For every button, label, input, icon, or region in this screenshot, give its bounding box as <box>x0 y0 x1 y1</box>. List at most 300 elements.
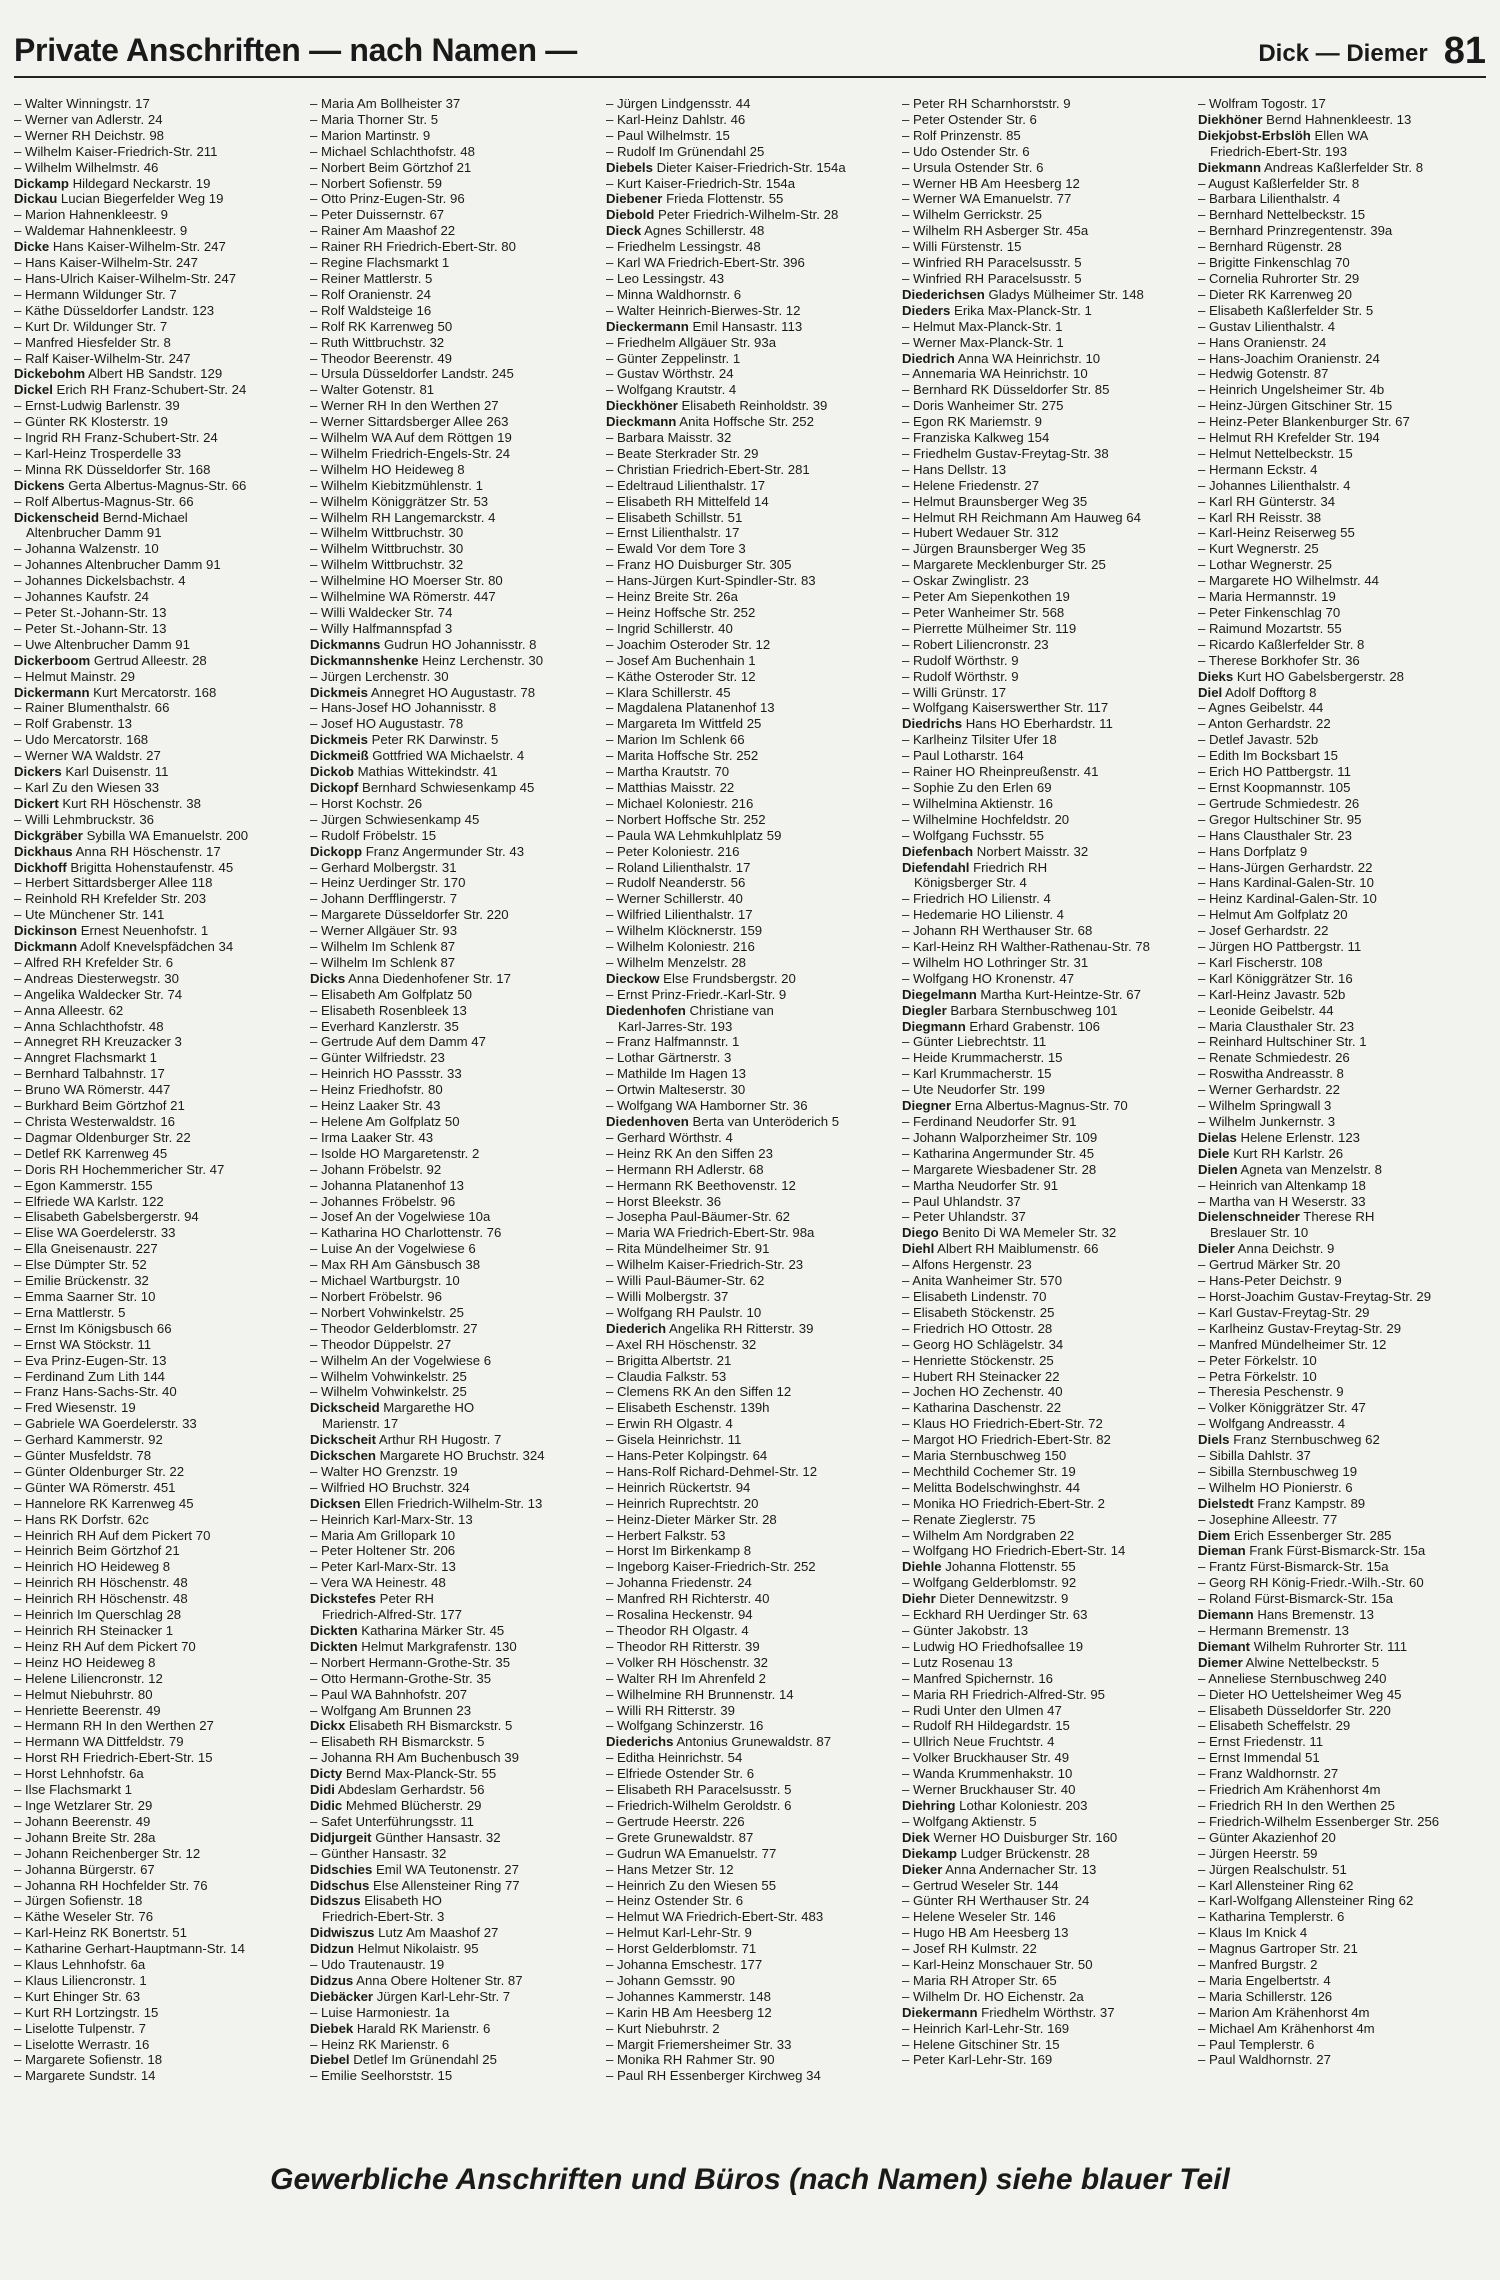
directory-entry: – Heinrich HO Heideweg 8 <box>14 1559 171 1575</box>
directory-entry: – Manfred Spichernstr. 16 <box>902 1670 1054 1686</box>
directory-entry: – Elisabeth Gabelsbergerstr. 94 <box>14 1209 199 1225</box>
directory-entry: – Heinrich Zu den Wiesen 55 <box>606 1877 777 1893</box>
directory-entry: – Werner WA Emanuelstr. 77 <box>902 191 1072 207</box>
directory-entry: – Bernhard Nettelbeckstr. 15 <box>1198 207 1366 223</box>
directory-entry: – Wilhelm Koloniestr. 216 <box>606 939 755 955</box>
directory-entry: – Heinz Kardinal-Galen-Str. 10 <box>1198 891 1377 907</box>
directory-entry: – Wilhelm HO Lothringer Str. 31 <box>902 954 1089 970</box>
directory-entry: – Helmut RH Reichmann Am Hauweg 64 <box>902 509 1141 525</box>
directory-entry: Didwiszus Lutz Am Maashof 27 <box>310 1925 499 1941</box>
directory-entry: Diem Erich Essenberger Str. 285 <box>1198 1527 1392 1543</box>
directory-entry: – Elfriede WA Karlstr. 122 <box>14 1193 164 1209</box>
directory-entry: – Ute Münchener Str. 141 <box>14 907 165 923</box>
directory-entry: Dieckhöner Elisabeth Reinholdstr. 39 <box>606 398 828 414</box>
directory-entry: – Johannes Fröbelstr. 96 <box>310 1193 456 1209</box>
directory-entry: – Anna Alleestr. 62 <box>14 1002 124 1018</box>
directory-entry: – Johanna Friedenstr. 24 <box>606 1575 752 1591</box>
directory-entry: – Walter Heinrich-Bierwes-Str. 12 <box>606 302 801 318</box>
column-5 <box>1198 96 1494 2146</box>
directory-entry: – Dieter HO Uettelsheimer Weg 45 <box>1198 1686 1402 1702</box>
directory-entry: – Margarete Düsseldorfer Str. 220 <box>310 907 509 923</box>
directory-entry: – Alfred RH Krefelder Str. 6 <box>14 954 174 970</box>
directory-entry: – Josef An der Vogelwiese 10a <box>310 1209 491 1225</box>
directory-entry: Friedrich-Ebert-Str. 193 <box>1210 143 1348 159</box>
directory-entry: – Friedrich RH In den Werthen 25 <box>1198 1797 1395 1813</box>
directory-entry: – Gertrude Heerstr. 226 <box>606 1813 745 1829</box>
directory-entry: – Horst Bleekstr. 36 <box>606 1193 722 1209</box>
directory-entry: Diehl Albert RH Maiblumenstr. 66 <box>902 1241 1099 1257</box>
directory-entry: – Peter Karl-Lehr-Str. 169 <box>902 2052 1053 2068</box>
directory-entry: – Peter Am Siepenkothen 19 <box>902 589 1070 605</box>
directory-entry: – Helmut Mainstr. 29 <box>14 668 135 684</box>
directory-entry: Dickens Gerta Albertus-Magnus-Str. 66 <box>14 477 247 493</box>
directory-entry: – Paul Lotharstr. 164 <box>902 748 1024 764</box>
directory-entry: – Karl RH Günterstr. 34 <box>1198 493 1336 509</box>
directory-entry: Marienstr. 17 <box>322 1416 399 1432</box>
directory-entry: – Grete Grunewaldstr. 87 <box>606 1829 754 1845</box>
directory-entry: – Winfried RH Paracelsusstr. 5 <box>902 270 1082 286</box>
directory-entry: – Walter HO Grenzstr. 19 <box>310 1463 458 1479</box>
directory-entry: – Karl Königgrätzer Str. 16 <box>1198 970 1353 986</box>
directory-entry: – Petra Förkelstr. 10 <box>1198 1368 1317 1384</box>
directory-entry: – Reinhard Hultschiner Str. 1 <box>1198 1034 1367 1050</box>
directory-entry: – Hans Clausthaler Str. 23 <box>1198 827 1352 843</box>
directory-entry: – Jochen HO Zechenstr. 40 <box>902 1384 1063 1400</box>
directory-entry: – Helene Gitschiner Str. 15 <box>902 2036 1060 2052</box>
directory-entry: Dielen Agneta van Menzelstr. 8 <box>1198 1161 1382 1177</box>
directory-entry: – Jürgen Schwiesenkamp 45 <box>310 811 480 827</box>
directory-entry: – Ilse Flachsmarkt 1 <box>14 1782 132 1798</box>
directory-entry: – Jürgen HO Pattbergstr. 11 <box>1198 939 1362 955</box>
directory-entry: – Jürgen Lerchenstr. 30 <box>310 668 449 684</box>
directory-entry: – Heinz Breite Str. 26a <box>606 589 738 605</box>
directory-entry: Diels Franz Sternbuschweg 62 <box>1198 1432 1380 1448</box>
directory-entry: – Wolfgang Kaiserswerther Str. 117 <box>902 700 1109 716</box>
directory-entry: Breslauer Str. 10 <box>1210 1225 1309 1241</box>
directory-entry: – Wilfried HO Bruchstr. 324 <box>310 1479 470 1495</box>
directory-entry: – Doris RH Hochemmericher Str. 47 <box>14 1161 225 1177</box>
directory-entry: – Rudolf Wörthstr. 9 <box>902 668 1019 684</box>
directory-entry: – Helmut RH Krefelder Str. 194 <box>1198 430 1380 446</box>
directory-entry: Didzus Anna Obere Holtener Str. 87 <box>310 1972 523 1988</box>
directory-entry: – Gertrud Märker Str. 20 <box>1198 1257 1341 1273</box>
directory-entry: – Karl-Heinz Dahlstr. 46 <box>606 111 746 127</box>
directory-entry: – Karl Fischerstr. 108 <box>1198 954 1323 970</box>
directory-entry: – Lothar Wegnerstr. 25 <box>1198 557 1332 573</box>
directory-entry: – Leo Lessingstr. 43 <box>606 270 725 286</box>
directory-entry: – Peter Holtener Str. 206 <box>310 1543 456 1559</box>
directory-entry: – Johannes Dickelsbachstr. 4 <box>14 573 186 589</box>
directory-entry: – Isolde HO Margaretenstr. 2 <box>310 1145 480 1161</box>
directory-entry: – Günter Zeppelinstr. 1 <box>606 350 741 366</box>
directory-entry: – Wolfgang HO Friedrich-Ebert-Str. 14 <box>902 1543 1126 1559</box>
directory-entry: – Karl-Heinz Monschauer Str. 50 <box>902 1957 1093 1973</box>
directory-entry: – Heinrich van Altenkamp 18 <box>1198 1177 1366 1193</box>
directory-entry: – Norbert Hermann-Grothe-Str. 35 <box>310 1654 511 1670</box>
directory-entry: – Margot HO Friedrich-Ebert-Str. 82 <box>902 1432 1111 1448</box>
directory-entry: Dickstefes Peter RH <box>310 1591 434 1607</box>
directory-entry: Dickert Kurt RH Höschenstr. 38 <box>14 795 201 811</box>
directory-entry: Friedrich-Alfred-Str. 177 <box>322 1607 462 1623</box>
directory-entry: – Karl Gustav-Freytag-Str. 29 <box>1198 1304 1370 1320</box>
directory-entry: – Lutz Rosenau 13 <box>902 1654 1013 1670</box>
directory-entry: – Horst Im Birkenkamp 8 <box>606 1543 752 1559</box>
directory-entry: – Detlef RK Karrenweg 45 <box>14 1145 168 1161</box>
directory-entry: – Heinrich RH Auf dem Pickert 70 <box>14 1527 211 1543</box>
directory-entry: – Werner WA Waldstr. 27 <box>14 748 161 764</box>
directory-entry: – Emilie Brückenstr. 32 <box>14 1273 149 1289</box>
directory-entry: – Günter WA Römerstr. 451 <box>14 1479 176 1495</box>
directory-entry: – Rudolf Neanderstr. 56 <box>606 875 746 891</box>
directory-entry: – Hermann RH In den Werthen 27 <box>14 1718 214 1734</box>
directory-entry: – Irma Laaker Str. 43 <box>310 1129 434 1145</box>
directory-entry: Dickau Lucian Biegerfelder Weg 19 <box>14 191 224 207</box>
directory-entry: – Norbert Sofienstr. 59 <box>310 175 442 191</box>
directory-entry: Dickmann Adolf Knevelspfädchen 34 <box>14 939 234 955</box>
directory-entry: – Peter St.-Johann-Str. 13 <box>14 620 167 636</box>
directory-entry: – Safet Unterführungsstr. 11 <box>310 1813 474 1829</box>
directory-entry: – Roland Fürst-Bismarck-Str. 15a <box>1198 1591 1393 1607</box>
directory-entry: – Minna RK Düsseldorfer Str. 168 <box>14 461 211 477</box>
directory-entry: – Elisabeth RH Paracelsusstr. 5 <box>606 1782 792 1798</box>
directory-entry: Dieckmann Anita Hoffsche Str. 252 <box>606 414 814 430</box>
directory-entry: Diefenbach Norbert Maisstr. 32 <box>902 843 1089 859</box>
directory-entry: Diebäcker Jürgen Karl-Lehr-Str. 7 <box>310 1988 511 2004</box>
directory-entry: – Johann Derfflingerstr. 7 <box>310 891 458 907</box>
directory-entry: – Peter Uhlandstr. 37 <box>902 1209 1026 1225</box>
header-right <box>1258 30 1486 76</box>
directory-entry: – Friedrich Am Krähenhorst 4m <box>1198 1782 1381 1798</box>
directory-entry: – Peter Duissernstr. 67 <box>310 207 445 223</box>
directory-entry: – Anngret Flachsmarkt 1 <box>14 1050 157 1066</box>
directory-entry: – Helmut Am Golfplatz 20 <box>1198 907 1348 923</box>
directory-entry: – Günter RH Werthauser Str. 24 <box>902 1893 1090 1909</box>
directory-entry: – Peter Ostender Str. 6 <box>902 111 1037 127</box>
directory-entry: – Wilhelm An der Vogelwiese 6 <box>310 1352 492 1368</box>
directory-entry: Dickermann Kurt Mercatorstr. 168 <box>14 684 217 700</box>
directory-entry: Diegler Barbara Sternbuschweg 101 <box>902 1002 1118 1018</box>
directory-entry: – Karl Allensteiner Ring 62 <box>1198 1877 1354 1893</box>
directory-entry: – Wilhelm HO Pionierstr. 6 <box>1198 1479 1353 1495</box>
directory-entry: – Ute Neudorfer Str. 199 <box>902 1082 1045 1098</box>
directory-entry: – Johann Gemsstr. 90 <box>606 1972 736 1988</box>
directory-entry: – Ferdinand Zum Lith 144 <box>14 1368 166 1384</box>
directory-entry: – Ludwig HO Friedhofsallee 19 <box>902 1638 1084 1654</box>
directory-entry: Didic Mehmed Blücherstr. 29 <box>310 1797 482 1813</box>
directory-entry: – Helmut Nettelbeckstr. 15 <box>1198 445 1353 461</box>
directory-entry: – Peter Finkenschlag 70 <box>1198 605 1341 620</box>
directory-entry: Diefendahl Friedrich RH <box>902 859 1048 875</box>
directory-entry: – Ernst Im Königsbusch 66 <box>14 1320 172 1336</box>
directory-entry: – Käthe Düsseldorfer Landstr. 123 <box>14 302 215 318</box>
directory-entry: – Heinz Uerdinger Str. 170 <box>310 875 466 891</box>
directory-entry: – Wilhelm Wittbruchstr. 30 <box>310 541 464 557</box>
directory-entry: – Jürgen Heerstr. 59 <box>1198 1845 1318 1861</box>
directory-entry: – Wilhelmine RH Brunnenstr. 14 <box>606 1686 794 1702</box>
directory-entry: – Maria Am Bollheister 37 <box>310 96 461 111</box>
directory-entry: – Walter Gotenstr. 81 <box>310 382 435 398</box>
directory-entry: – Annemaria WA Heinrichstr. 10 <box>902 366 1088 382</box>
directory-entry: – Karl-Heinz Reiserweg 55 <box>1198 525 1355 541</box>
directory-entry: Diehr Dieter Dennewitzstr. 9 <box>902 1591 1069 1607</box>
directory-entry: Dicke Hans Kaiser-Wilhelm-Str. 247 <box>14 239 226 255</box>
directory-entry: Dielenschneider Therese RH <box>1198 1209 1375 1225</box>
directory-entry: – Horst-Joachim Gustav-Freytag-Str. 29 <box>1198 1288 1432 1304</box>
directory-entry: – Karl-Wolfgang Allensteiner Ring 62 <box>1198 1893 1414 1909</box>
directory-entry: – Wilhelm Wittbruchstr. 32 <box>310 557 464 573</box>
directory-entry: – Walter RH Im Ahrenfeld 2 <box>606 1670 767 1686</box>
directory-entry: – Marita Hoffsche Str. 252 <box>606 748 759 764</box>
directory-entry: – Georg RH König-Friedr.-Wilh.-Str. 60 <box>1198 1575 1424 1591</box>
directory-entry: – Willi Fürstenstr. 15 <box>902 239 1022 255</box>
directory-entry: – Helmut Max-Planck-Str. 1 <box>902 318 1063 334</box>
directory-entry: – Rolf Albertus-Magnus-Str. 66 <box>14 493 194 509</box>
directory-entry: – Maria WA Friedrich-Ebert-Str. 98a <box>606 1225 815 1241</box>
directory-entry: Dickscheid Margarethe HO <box>310 1400 475 1416</box>
directory-entry: – Maria Clausthaler Str. 23 <box>1198 1018 1355 1034</box>
directory-entry: Diekjobst-Erbslöh Ellen WA <box>1198 127 1369 143</box>
directory-entry: Diegelmann Martha Kurt-Heintze-Str. 67 <box>902 986 1141 1002</box>
directory-entry: – Hermann Bremenstr. 13 <box>1198 1623 1349 1638</box>
directory-entry: – Angelika Waldecker Str. 74 <box>14 986 183 1002</box>
directory-entry: – Ortwin Malteserstr. 30 <box>606 1082 746 1098</box>
directory-entry: – Egon Kammerstr. 155 <box>14 1177 153 1193</box>
directory-entry: – Maria Hermannstr. 19 <box>1198 589 1336 605</box>
directory-entry: – Vera WA Heinestr. 48 <box>310 1575 446 1591</box>
directory-entry: – Kurt Wegnerstr. 25 <box>1198 541 1319 557</box>
directory-entry: Dicks Anna Diedenhofener Str. 17 <box>310 970 511 986</box>
directory-entry: – Elisabeth Scheffelstr. 29 <box>1198 1718 1351 1734</box>
directory-entry: – Ernst Koopmannstr. 105 <box>1198 779 1351 795</box>
directory-entry: – Hans Dellstr. 13 <box>902 461 1007 477</box>
directory-entry: Dieders Erika Max-Planck-Str. 1 <box>902 302 1092 318</box>
page-number: 81 <box>1443 30 1486 72</box>
directory-entry: – Johanna Bürgerstr. 67 <box>14 1861 155 1877</box>
directory-entry: – Johannes Kammerstr. 148 <box>606 1988 771 2004</box>
directory-entry: – Hans-Peter Deichstr. 9 <box>1198 1273 1342 1289</box>
directory-entry: – Reiner Mattlerstr. 5 <box>310 270 433 286</box>
directory-entry: Dieck Agnes Schillerstr. 48 <box>606 223 765 239</box>
directory-entry: – Monika HO Friedrich-Ebert-Str. 2 <box>902 1495 1106 1511</box>
directory-entry: – Heinz RK Marienstr. 6 <box>310 2036 450 2052</box>
directory-entry: – Reinhold RH Krefelder Str. 203 <box>14 891 207 907</box>
directory-entry: – Volker Bruckhauser Str. 49 <box>902 1750 1070 1766</box>
directory-entry: – Hubert Wedauer Str. 312 <box>902 525 1059 541</box>
directory-entry: – Wilhelmine WA Römerstr. 447 <box>310 589 496 605</box>
directory-entry: – Ursula Ostender Str. 6 <box>902 159 1044 175</box>
directory-entry: – Paul Wilhelmstr. 15 <box>606 127 730 143</box>
directory-entry: Diemer Alwine Nettelbeckstr. 5 <box>1198 1654 1380 1670</box>
directory-entry: – Margareta Im Wittfeld 25 <box>606 716 762 732</box>
directory-entry: – Karl WA Friedrich-Ebert-Str. 396 <box>606 255 805 271</box>
directory-entry: – Volker RH Höschenstr. 32 <box>606 1654 768 1670</box>
directory-entry: – Volker Königgrätzer Str. 47 <box>1198 1400 1366 1416</box>
directory-entry: – Horst Lehnhofstr. 6a <box>14 1766 144 1782</box>
directory-entry: – Heinz HO Heideweg 8 <box>14 1654 156 1670</box>
directory-entry: – Lothar Gärtnerstr. 3 <box>606 1050 732 1066</box>
directory-entry: – Hans Metzer Str. 12 <box>606 1861 734 1877</box>
directory-entry: Diehring Lothar Koloniestr. 203 <box>902 1797 1088 1813</box>
directory-entry: – Clemens RK An den Siffen 12 <box>606 1384 792 1400</box>
directory-entry: – Anita Wanheimer Str. 570 <box>902 1273 1063 1289</box>
directory-entry: – Ruth Wittbruchstr. 32 <box>310 334 445 350</box>
directory-entry: Diel Adolf Dofftorg 8 <box>1198 684 1317 700</box>
directory-entry: – Manfred Mündelheimer Str. 12 <box>1198 1336 1387 1352</box>
directory-entry: – Elisabeth Stöckenstr. 25 <box>902 1304 1055 1320</box>
directory-entry: – Friedhelm Allgäuer Str. 93a <box>606 334 777 350</box>
directory-entry: – Josef HO Augustastr. 78 <box>310 716 464 732</box>
directory-entry: Diebener Frieda Flottenstr. 55 <box>606 191 784 207</box>
directory-entry: – Günter RK Klosterstr. 19 <box>14 414 168 430</box>
directory-entry: – Gertrude Schmiedestr. 26 <box>1198 795 1360 811</box>
directory-entry: – Liselotte Werrastr. 16 <box>14 2036 150 2052</box>
directory-entry: – Peter Koloniestr. 216 <box>606 843 740 859</box>
directory-entry: – Wilhelmine HO Moerser Str. 80 <box>310 573 503 589</box>
directory-entry: – Ursula Düsseldorfer Landstr. 245 <box>310 366 514 382</box>
directory-entry: – Alfons Hergenstr. 23 <box>902 1257 1032 1273</box>
directory-entry: – Hubert RH Steinacker 22 <box>902 1368 1060 1384</box>
directory-entry: – Barbara Maisstr. 32 <box>606 430 732 446</box>
directory-entry: – Max RH Am Gänsbusch 38 <box>310 1257 481 1273</box>
directory-entry: – Maria RH Atroper Str. 65 <box>902 1972 1057 1988</box>
directory-entry: – Dagmar Oldenburger Str. 22 <box>14 1129 191 1145</box>
directory-entry: – Maria Schillerstr. 126 <box>1198 1988 1333 2004</box>
directory-entry: – Martha van H Weserstr. 33 <box>1198 1193 1366 1209</box>
page-title: Private Anschriften — nach Namen — <box>14 32 577 68</box>
directory-entry: – Brigitta Albertstr. 21 <box>606 1352 732 1368</box>
directory-entry: – Wilhelm Kaiser-Friedrich-Str. 23 <box>606 1257 804 1273</box>
directory-entry: – Bruno WA Römerstr. 447 <box>14 1082 171 1098</box>
directory-entry: – Friedrich HO Ottostr. 28 <box>902 1320 1053 1336</box>
directory-entry: – Josef Gerhardstr. 22 <box>1198 923 1329 939</box>
directory-entry: – Uwe Altenbrucher Damm 91 <box>14 636 190 652</box>
directory-entry: – Helene Am Golfplatz 50 <box>310 1114 460 1129</box>
directory-entry: – Edith Im Bocksbart 15 <box>1198 748 1339 764</box>
directory-entry: – Ernst Immendal 51 <box>1198 1750 1320 1766</box>
directory-entry: – Wilhelm Friedrich-Engels-Str. 24 <box>310 445 511 461</box>
directory-entry: – Gabriele WA Goerdelerstr. 33 <box>14 1416 197 1432</box>
directory-entry: – Franz Hans-Sachs-Str. 40 <box>14 1384 177 1400</box>
directory-entry: Dickten Katharina Märker Str. 45 <box>310 1623 505 1638</box>
directory-entry: – Norbert Vohwinkelstr. 25 <box>310 1304 464 1320</box>
directory-entry: – Wilhelm Gerrickstr. 25 <box>902 207 1042 223</box>
directory-entry: – Marion Im Schlenk 66 <box>606 732 745 748</box>
directory-entry: – Ernst Prinz-Friedr.-Karl-Str. 9 <box>606 986 787 1002</box>
directory-entry: – Otto Prinz-Eugen-Str. 96 <box>310 191 465 207</box>
directory-entry: – Friedrich-Wilhelm Geroldstr. 6 <box>606 1797 792 1813</box>
directory-entry: – Rolf Prinzenstr. 85 <box>902 127 1021 143</box>
directory-entry: – Johanna RH Hochfelder Str. 76 <box>14 1877 208 1893</box>
directory-entry: – Werner RH In den Werthen 27 <box>310 398 499 414</box>
directory-columns <box>14 96 1494 2146</box>
directory-entry: – Beate Sterkrader Str. 29 <box>606 445 759 461</box>
directory-entry: – Wilhelm RH Langemarckstr. 4 <box>310 509 496 525</box>
directory-entry: Dieman Frank Fürst-Bismarck-Str. 15a <box>1198 1543 1426 1559</box>
directory-entry: – Hans Kardinal-Galen-Str. 10 <box>1198 875 1374 891</box>
directory-entry: – Johannes Lilienthalstr. 4 <box>1198 477 1351 493</box>
directory-entry: – Sophie Zu den Erlen 69 <box>902 779 1052 795</box>
directory-entry: – Hermann Eckstr. 4 <box>1198 461 1318 477</box>
directory-entry: – Kurt Kaiser-Friedrich-Str. 154a <box>606 175 796 191</box>
directory-entry: – Willi Molbergstr. 37 <box>606 1288 729 1304</box>
directory-entry: Diebels Dieter Kaiser-Friedrich-Str. 154a <box>606 159 846 175</box>
directory-entry: – Johanna Emschestr. 177 <box>606 1957 763 1973</box>
directory-entry: – Elisabeth Rosenbleek 13 <box>310 1002 467 1018</box>
directory-entry: – Johann Breite Str. 28a <box>14 1829 156 1845</box>
directory-entry: – Kurt Dr. Wildunger Str. 7 <box>14 318 168 334</box>
directory-entry: – Ernst WA Stöckstr. 11 <box>14 1336 152 1352</box>
directory-entry: – Annegret RH Kreuzacker 3 <box>14 1034 182 1050</box>
directory-entry: – Liselotte Tulpenstr. 7 <box>14 2020 146 2036</box>
directory-entry: – Michael Koloniestr. 216 <box>606 795 754 811</box>
directory-entry: Dickmeiß Gottfried WA Michaelstr. 4 <box>310 748 525 764</box>
directory-entry: Diebel Detlef Im Grünendahl 25 <box>310 2052 497 2068</box>
directory-entry: – Sibilla Sternbuschweg 19 <box>1198 1463 1358 1479</box>
directory-entry: – Katharina Templerstr. 6 <box>1198 1909 1345 1925</box>
directory-entry: – Elisabeth RH Bismarckstr. 5 <box>310 1734 485 1750</box>
directory-entry: Dickopf Bernhard Schwiesenkamp 45 <box>310 779 535 795</box>
directory-entry: – Maria Am Grillopark 10 <box>310 1527 456 1543</box>
directory-entry: – Margarete Mecklenburger Str. 25 <box>902 557 1106 573</box>
directory-entry: – Johannes Kaufstr. 24 <box>14 589 149 605</box>
directory-entry: – Rudolf Wörthstr. 9 <box>902 652 1019 668</box>
directory-entry: – Helene Friedenstr. 27 <box>902 477 1040 493</box>
directory-entry: – Sibilla Dahlstr. 37 <box>1198 1448 1311 1464</box>
directory-entry: – Fred Wiesenstr. 19 <box>14 1400 136 1416</box>
directory-entry: – Ewald Vor dem Tore 3 <box>606 541 746 557</box>
directory-entry: – Margit Friemersheimer Str. 33 <box>606 2036 792 2052</box>
directory-entry: – Heinrich HO Passstr. 33 <box>310 1066 462 1082</box>
directory-entry: Karl-Jarres-Str. 193 <box>618 1018 733 1034</box>
directory-entry: – Wolfgang Gelderblomstr. 92 <box>902 1575 1077 1591</box>
directory-entry: – Wilfried Lilienthalstr. 17 <box>606 907 753 923</box>
directory-entry: – Raimund Mozartstr. 55 <box>1198 620 1342 636</box>
directory-entry: Dieker Anna Andernacher Str. 13 <box>902 1861 1097 1877</box>
directory-entry: – Melitta Bodelschwinghstr. 44 <box>902 1479 1081 1495</box>
directory-entry: – Werner Allgäuer Str. 93 <box>310 923 458 939</box>
directory-entry: Dickel Erich RH Franz-Schubert-Str. 24 <box>14 382 247 398</box>
directory-entry: – Therese Borkhofer Str. 36 <box>1198 652 1360 668</box>
directory-entry: – Willy Halfmannspfad 3 <box>310 620 453 636</box>
directory-entry: – Josef RH Kulmstr. 22 <box>902 1941 1037 1957</box>
directory-entry: Diedrichs Hans HO Eberhardstr. 11 <box>902 716 1113 732</box>
directory-entry: Diemann Hans Bremenstr. 13 <box>1198 1607 1374 1623</box>
directory-entry: – Frantz Fürst-Bismarck-Str. 15a <box>1198 1559 1389 1575</box>
directory-entry: – Wilhelm Kaiser-Friedrich-Str. 211 <box>14 143 218 159</box>
directory-entry: – Hermann RK Beethovenstr. 12 <box>606 1177 796 1193</box>
directory-entry: – Rolf Oranienstr. 24 <box>310 286 431 302</box>
directory-entry: – Mathilde Im Hagen 13 <box>606 1066 747 1082</box>
directory-entry: Dickmanns Gudrun HO Johannisstr. 8 <box>310 636 537 652</box>
directory-entry: – Karl-Heinz RK Bonertstr. 51 <box>14 1925 187 1941</box>
directory-entry: – Waldemar Hahnenkleestr. 9 <box>14 223 188 239</box>
directory-entry: – Ingrid RH Franz-Schubert-Str. 24 <box>14 430 218 446</box>
directory-entry: – Oskar Zwinglistr. 23 <box>902 573 1029 589</box>
directory-entry: – Ernst Friedenstr. 11 <box>1198 1734 1324 1750</box>
directory-entry: – Günter Oldenburger Str. 22 <box>14 1463 185 1479</box>
directory-entry: – Johanna Walzenstr. 10 <box>14 541 159 557</box>
directory-entry: – Elisabeth Eschenstr. 139h <box>606 1400 770 1416</box>
directory-entry: – Hedwig Gotenstr. 87 <box>1198 366 1329 382</box>
directory-entry: – Katharina Daschenstr. 22 <box>902 1400 1062 1416</box>
directory-entry: – Heinz Ostender Str. 6 <box>606 1893 744 1909</box>
directory-entry: – Everhard Kanzlerstr. 35 <box>310 1018 459 1034</box>
directory-entry: – Willi Paul-Bäumer-Str. 62 <box>606 1273 765 1289</box>
directory-entry: – Heinz-Peter Blankenburger Str. 67 <box>1198 414 1410 430</box>
directory-entry: – Rolf Waldsteige 16 <box>310 302 432 318</box>
directory-entry: – Elisabeth Schillstr. 51 <box>606 509 743 525</box>
directory-entry: – Klaus Lehnhofstr. 6a <box>14 1957 146 1973</box>
